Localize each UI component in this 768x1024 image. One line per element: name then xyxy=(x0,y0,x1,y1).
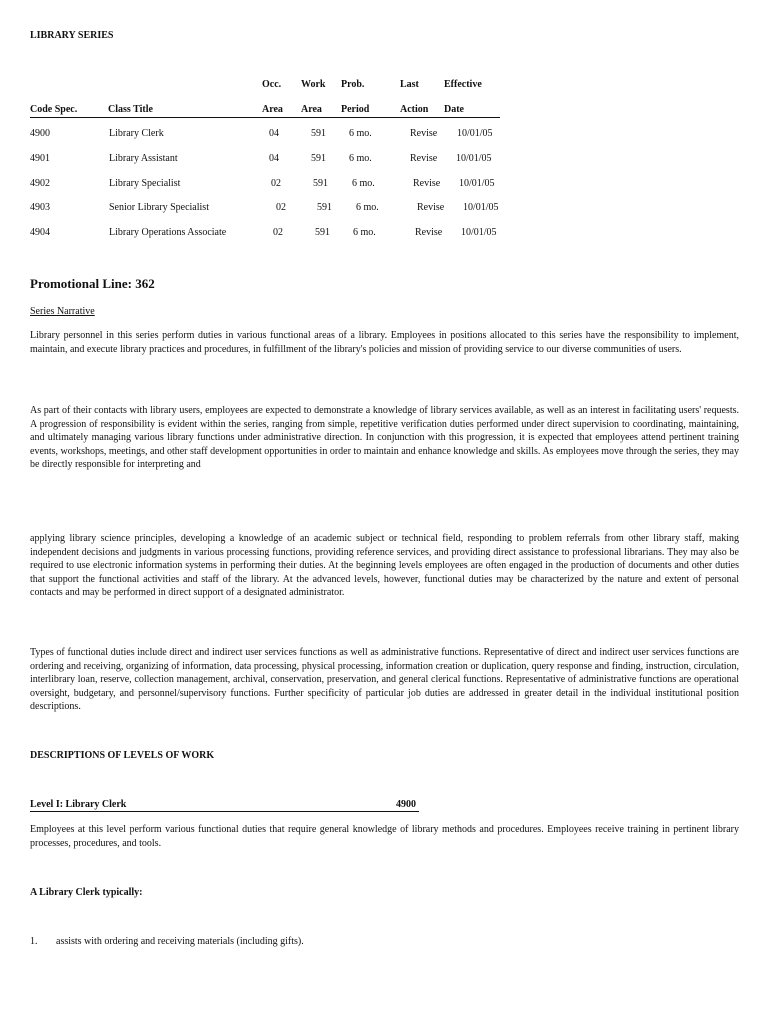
header-date: Date xyxy=(444,104,464,115)
cell-title: Library Clerk xyxy=(109,128,164,139)
cell-action: Revise xyxy=(410,153,438,164)
cell-code: 4900 xyxy=(30,128,50,139)
header-area-occ: Area xyxy=(262,104,283,115)
header-class: Class Title xyxy=(108,104,153,115)
cell-code: 4903 xyxy=(30,202,50,213)
series-title: LIBRARY SERIES xyxy=(30,30,114,41)
descriptions-heading: DESCRIPTIONS OF LEVELS OF WORK xyxy=(30,750,215,761)
promotional-line: Promotional Line: 362 xyxy=(30,276,155,291)
header-action: Action xyxy=(400,104,429,115)
cell-occ: 02 xyxy=(273,227,283,238)
narrative-paragraph-1: Library personnel in this series perform duties in various functional areas of a library. Employees in positions allocated to this series have the responsibility to implement, maintain, and execute library practices and procedures, in fulfillment of the library's policies and mission of providing service to our diverse communities of users. xyxy=(30,330,739,355)
cell-date: 10/01/05 xyxy=(463,202,499,213)
cell-occ: 02 xyxy=(276,202,286,213)
header-work: Work xyxy=(301,79,326,90)
header-occ: Occ. xyxy=(262,79,282,90)
cell-code: 4902 xyxy=(30,178,50,189)
cell-work: 591 xyxy=(311,153,326,164)
cell-action: Revise xyxy=(410,128,438,139)
narrative-paragraph-3: applying library science principles, developing a knowledge of an academic subject or technical field, responding to problem referrals from other library staff, making independent decisions and judgments in various processing functions, providing reference services, and providing direct assistance to professional librarians. They may also be required to use electronic information systems in performing their duties. At the beginning levels employees are often engaged in the production of documents and other duties that support the functional activities and staff of the library. At the advanced levels, however, functional duties may be characterized by the nature and extent of personal contacts and may be performed in direct support of a designated administrator. xyxy=(30,533,739,599)
series-narrative-label: Series Narrative xyxy=(30,306,95,317)
cell-prob: 6 mo. xyxy=(349,153,372,164)
level-code: 4900 xyxy=(396,799,416,810)
cell-code: 4904 xyxy=(30,227,50,238)
cell-code: 4901 xyxy=(30,153,50,164)
level-description: Employees at this level perform various functional duties that require general knowledge of library methods and procedures. Employees receive training in pertinent library processes, procedures, and tools. xyxy=(30,824,739,849)
cell-action: Revise xyxy=(415,227,443,238)
cell-title: Library Assistant xyxy=(109,153,178,164)
cell-prob: 6 mo. xyxy=(349,128,372,139)
cell-date: 10/01/05 xyxy=(456,153,492,164)
cell-prob: 6 mo. xyxy=(352,178,375,189)
level-underline xyxy=(30,811,419,812)
narrative-paragraph-2: As part of their contacts with library users, employees are expected to demonstrate a knowledge of library services available, as well as an interest in facilitating users' requests. A progression of responsibility is evident within the series, ranging from simple, repetitive verification duties performed under direct supervision to coordinating, maintaining, and ultimately managing various library functions under administrative direction. In conjunction with this progression, it is expected that employees attend pertinent training events, workshops, meetings, and other staff development opportunities in order to maintain and enhance knowledge and skills. As employees move through the series, they may be directly responsible for interpreting and xyxy=(30,405,739,471)
cell-work: 591 xyxy=(315,227,330,238)
header-effective: Effective xyxy=(444,79,482,90)
cell-occ: 02 xyxy=(271,178,281,189)
cell-prob: 6 mo. xyxy=(353,227,376,238)
cell-date: 10/01/05 xyxy=(457,128,493,139)
header-area-work: Area xyxy=(301,104,322,115)
cell-title: Library Operations Associate xyxy=(109,227,227,238)
header-period: Period xyxy=(341,104,370,115)
cell-action: Revise xyxy=(413,178,441,189)
header-code: Code Spec. xyxy=(30,104,78,115)
cell-work: 591 xyxy=(313,178,328,189)
header-last: Last xyxy=(400,79,419,90)
cell-date: 10/01/05 xyxy=(461,227,497,238)
list-number: 1. xyxy=(30,936,38,947)
cell-date: 10/01/05 xyxy=(459,178,495,189)
typically-heading: A Library Clerk typically: xyxy=(30,887,143,898)
cell-title: Senior Library Specialist xyxy=(109,202,209,213)
cell-work: 591 xyxy=(311,128,326,139)
cell-action: Revise xyxy=(417,202,445,213)
narrative-paragraph-4: Types of functional duties include direct and indirect user services functions as well as administrative functions. Representative of direct and indirect user services functions are ordering and receiving, organizing of information, data processing, physical processing, information creation or duplication, query response and finding, instruction, circulation, interlibrary loan, reserve, collection management, archival, conservation, preservation, and general clerical functions. Representative of administrative functions are operational oversight, budgetary, and personnel/supervisory functions. Further specificity of particular job duties are addressed in greater detail in the individual institutional position descriptions. xyxy=(30,647,739,713)
header-underline xyxy=(30,117,500,118)
cell-occ: 04 xyxy=(269,128,279,139)
cell-work: 591 xyxy=(317,202,332,213)
cell-title: Library Specialist xyxy=(109,178,181,189)
cell-occ: 04 xyxy=(269,153,279,164)
header-prob: Prob. xyxy=(341,79,365,90)
level-title: Level I: Library Clerk xyxy=(30,799,127,810)
list-text: assists with ordering and receiving materials (including gifts). xyxy=(56,936,304,947)
cell-prob: 6 mo. xyxy=(356,202,379,213)
